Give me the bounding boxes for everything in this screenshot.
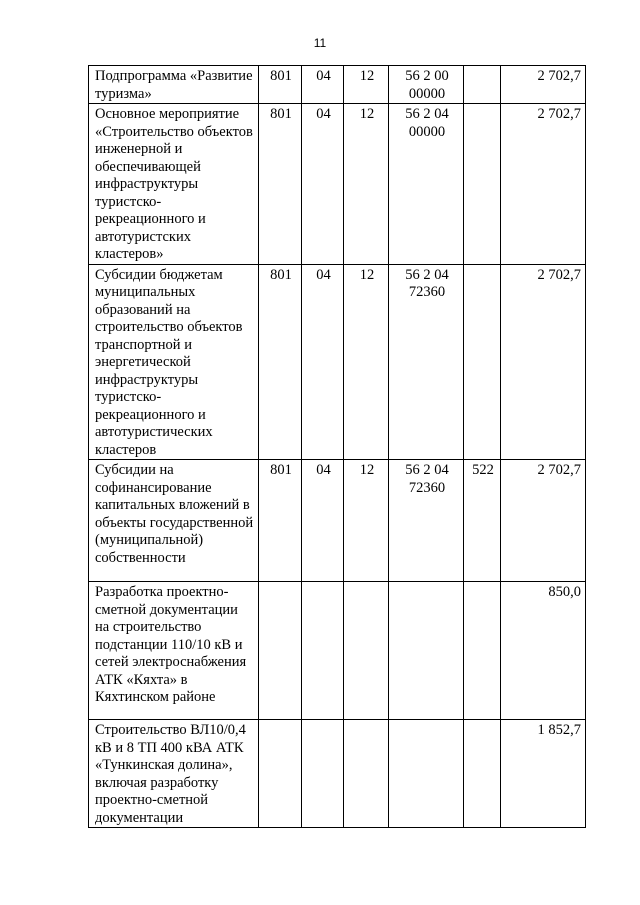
amount: 2 702,7 <box>501 460 586 582</box>
section-code: 801 <box>259 264 302 460</box>
table-row <box>89 104 586 265</box>
row-name: Подпрограмма «Развитие туризма» <box>89 66 259 104</box>
subsection-code <box>302 720 344 828</box>
subsection-detail-code: 12 <box>344 264 389 460</box>
row-name: Основное мероприятие «Строительство объектов инженерной и обеспечивающей инфраструктуры туристско-рекреационного и автотуристских кластеров» <box>89 104 259 265</box>
section-code <box>259 582 302 720</box>
target-article-code <box>389 582 464 720</box>
row-name: Субсидии бюджетам муниципальных образований на строительство объектов транспортной и энергетической инфраструктуры туристско-рекреационного и автотуристических кластеров <box>89 264 259 460</box>
subsection-code: 04 <box>302 264 344 460</box>
subsection-detail-code: 12 <box>344 460 389 582</box>
expense-type-code: 522 <box>464 460 501 582</box>
expense-type-code <box>464 66 501 104</box>
expense-type-code <box>464 582 501 720</box>
section-code: 801 <box>259 66 302 104</box>
row-name: Разработка проектно-сметной документации на строительство подстанции 110/10 кВ и сетей электроснабжения АТК «Кяхта» в Кяхтинском районе <box>89 582 259 720</box>
row-name: Субсидии на софинансирование капитальных вложений в объекты государственной (муниципальной) собственности <box>89 460 259 582</box>
target-article-code: 56 2 04 72360 <box>389 460 464 582</box>
subsection-code: 04 <box>302 460 344 582</box>
table-row <box>89 582 586 720</box>
table-row <box>89 460 586 582</box>
target-article-code: 56 2 04 72360 <box>389 264 464 460</box>
target-article-code: 56 2 00 00000 <box>389 66 464 104</box>
subsection-code: 04 <box>302 66 344 104</box>
table-row <box>89 264 586 460</box>
subsection-detail-code: 12 <box>344 66 389 104</box>
budget-table <box>88 65 586 828</box>
subsection-code <box>302 582 344 720</box>
subsection-detail-code <box>344 720 389 828</box>
target-article-code <box>389 720 464 828</box>
subsection-detail-code: 12 <box>344 104 389 265</box>
target-article-code: 56 2 04 00000 <box>389 104 464 265</box>
subsection-code: 04 <box>302 104 344 265</box>
page-number: 11 <box>313 36 327 50</box>
row-name: Строительство ВЛ10/0,4 кВ и 8 ТП 400 кВА АТК «Тункинская долина», включая разработку проектно-сметной документации <box>89 720 259 828</box>
amount: 2 702,7 <box>501 104 586 265</box>
expense-type-code <box>464 264 501 460</box>
expense-type-code <box>464 104 501 265</box>
amount: 1 852,7 <box>501 720 586 828</box>
table-row <box>89 720 586 828</box>
subsection-detail-code <box>344 582 389 720</box>
section-code: 801 <box>259 460 302 582</box>
section-code: 801 <box>259 104 302 265</box>
amount: 850,0 <box>501 582 586 720</box>
amount: 2 702,7 <box>501 264 586 460</box>
expense-type-code <box>464 720 501 828</box>
section-code <box>259 720 302 828</box>
table-row <box>89 66 586 104</box>
amount: 2 702,7 <box>501 66 586 104</box>
